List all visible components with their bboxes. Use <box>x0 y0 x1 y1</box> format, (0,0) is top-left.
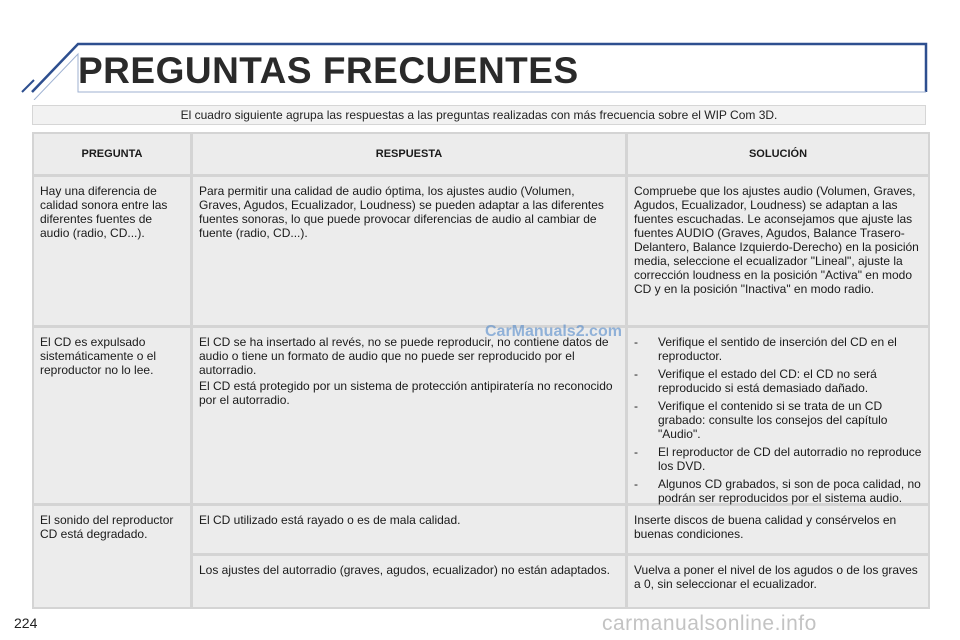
list-item <box>634 477 922 505</box>
dash-bullet: - <box>634 367 638 381</box>
list-item <box>634 335 922 363</box>
faq-table <box>32 132 930 609</box>
answer-text: Para permitir una calidad de audio óptima, los ajustes audio (Volumen, Graves, Agudos, Ecualizador, Loudness) se pueden adaptar a las diferentes fuentes sonoras, lo que puede provocar diferencias de audio al cambiar de fuente (radio, CD...). <box>199 184 604 240</box>
dash-bullet: - <box>634 335 638 349</box>
list-item <box>634 445 922 473</box>
answer-text: El CD utilizado está rayado o es de mala calidad. <box>199 513 461 527</box>
solution-item-text: Verifique el sentido de inserción del CD en el reproductor. <box>658 335 897 363</box>
header-solucion: SOLUCIÓN <box>628 134 928 174</box>
list-item <box>634 367 922 395</box>
solution-text: Vuelva a poner el nivel de los agudos o de los graves a 0, sin seleccionar el ecualizador. <box>634 563 918 591</box>
list-item <box>634 399 922 441</box>
table-row-2-answer <box>193 328 625 503</box>
solution-item-text: El reproductor de CD del autorradio no reproduce los DVD. <box>658 445 922 473</box>
solution-text: Compruebe que los ajustes audio (Volumen, Graves, Agudos, Ecualizador, Loudness) se adaptan a las fuentes escuchadas. Le aconsejamos que ajuste las fuentes AUDIO (Graves, Agudos, Balance Trasero-Delantero, Balance Izquierdo-Derecho) en la posición media, seleccione el ecualizador "Lineal", ajuste la corrección loudness en la posición "Activa" en modo CD y en la posición "Inactiva" en modo radio. <box>634 184 919 296</box>
dash-bullet: - <box>634 445 638 459</box>
question-text: El CD es expulsado sistemáticamente o el reproductor no lo lee. <box>40 335 157 377</box>
table-row-2-question <box>34 328 190 503</box>
page-number: 224 <box>14 615 38 631</box>
table-row-2-solution <box>628 328 928 503</box>
dash-bullet: - <box>634 399 638 413</box>
solution-item-text: Verifique el contenido si se trata de un CD grabado: consulte los consejos del capítulo "Audio". <box>658 399 888 441</box>
table-row-3-solution-b <box>628 556 928 607</box>
solution-item-text: Verifique el estado del CD: el CD no será reproducido si está demasiado dañado. <box>658 367 877 395</box>
table-row-1-answer <box>193 177 625 325</box>
question-text: El sonido del reproductor CD está degradado. <box>40 513 174 541</box>
table-row-3-solution-a <box>628 506 928 553</box>
watermark: CarManuals2.com <box>485 323 622 340</box>
table-row-3-question <box>34 506 190 607</box>
page-title: PREGUNTAS FRECUENTES <box>78 50 579 91</box>
answer-text: Los ajustes del autorradio (graves, agudos, ecualizador) no están adaptados. <box>199 563 610 577</box>
header-respuesta: RESPUESTA <box>193 134 625 174</box>
solution-item-text: Algunos CD grabados, si son de poca calidad, no podrán ser reproducidos por el sistema audio. <box>658 477 921 505</box>
intro-text: El cuadro siguiente agrupa las respuestas a las preguntas realizadas con más frecuencia sobre el WIP Com 3D. <box>180 108 778 122</box>
solution-text: Inserte discos de buena calidad y consérvelos en buenas condiciones. <box>634 513 897 541</box>
footer-watermark: carmanualsonline.info <box>602 612 817 635</box>
answer-text: El CD se ha insertado al revés, no se puede reproducir, no contiene datos de audio o tiene un formato de audio que no puede ser reproducido por el autorradio. <box>199 335 609 377</box>
answer-text: El CD está protegido por un sistema de protección antipiratería no reconocido por el autorradio. <box>199 379 613 407</box>
table-row-1-question <box>34 177 190 325</box>
table-row-3-answer-b <box>193 556 625 607</box>
table-row-3-answer-a <box>193 506 625 553</box>
header-frame <box>0 0 960 100</box>
question-text: Hay una diferencia de calidad sonora entre las diferentes fuentes de audio (radio, CD...). <box>40 184 168 240</box>
dash-bullet: - <box>634 477 638 491</box>
header-pregunta: PREGUNTA <box>34 134 190 174</box>
solution-list <box>634 335 922 505</box>
table-row-1-solution <box>628 177 928 325</box>
